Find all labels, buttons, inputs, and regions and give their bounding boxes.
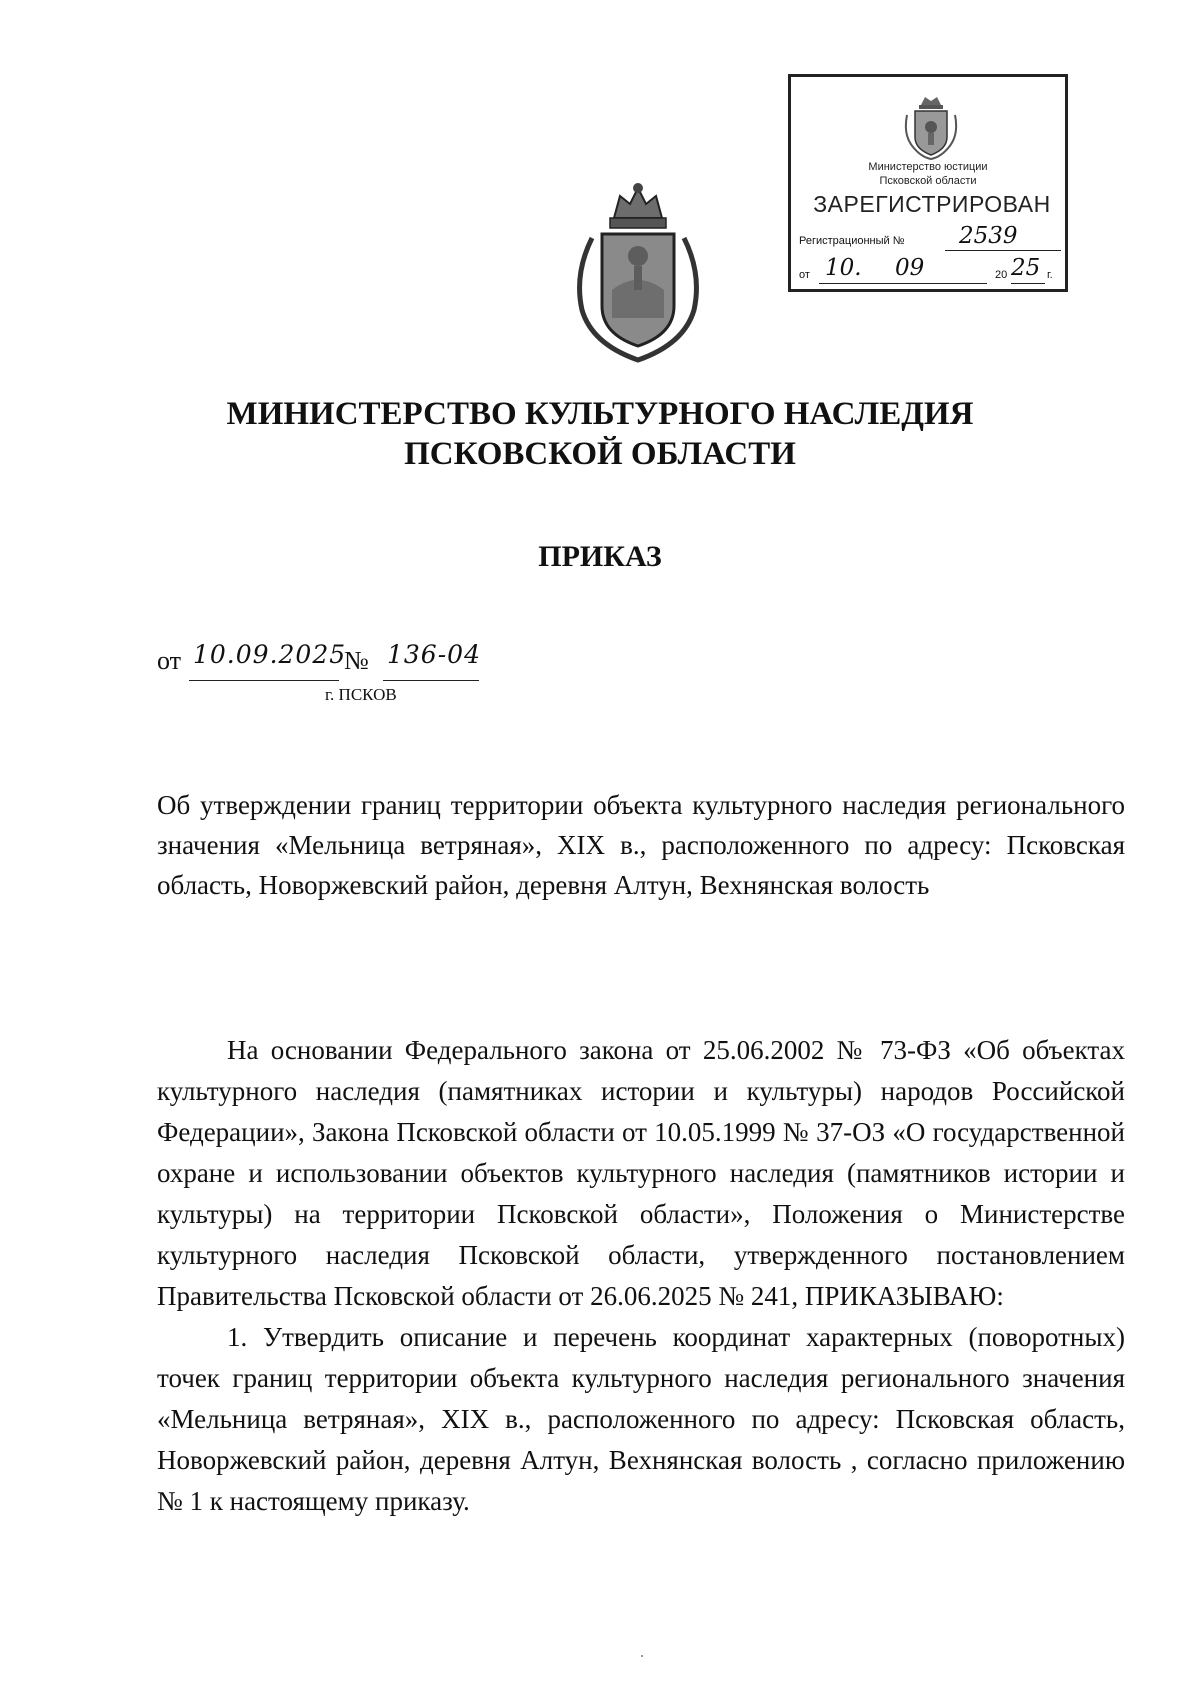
stamp-title: ЗАРЕГИСТРИРОВАН: [813, 191, 1051, 217]
stamp-year-prefix: 20: [995, 269, 1008, 281]
stamp-emblem-icon: [901, 91, 961, 161]
stamp-org-line2: Псковской области: [879, 175, 977, 187]
stamp-reg-number: 2539: [959, 223, 1018, 249]
stamp-date-day: 10.: [825, 255, 862, 281]
stamp-org-line1: Министерство юстиции: [868, 161, 988, 173]
stamp-date-prefix: от: [799, 269, 810, 281]
scan-artifact: [641, 1655, 643, 1657]
order-date-prefix: от: [157, 646, 182, 675]
body-paragraph-2: 1. Утвердить описание и перечень координат характерных (поворотных) точек границ территории объекта культурного наследия регионального значения «Мельница ветряная», XIX в., расположенного по адресу: Псковская область, Новоржевский район, деревня Алтун, Вехнянская волость , согласно приложению № 1 к настоящему приказу.: [157, 1322, 1125, 1516]
stamp-date-row: [799, 255, 1061, 285]
organization-name: [0, 394, 1200, 474]
order-number: 136-04: [387, 640, 481, 669]
document-type: ПРИКАЗ: [538, 540, 662, 573]
order-date: 10.09.2025: [193, 640, 347, 669]
body-paragraph-1: На основании Федерального закона от 25.06.2002 № 73-ФЗ «Об объектах культурного наследия (памятниках истории и культуры) народов Российской Федерации», Закона Псковской области от 10.05.1999 № 37-ОЗ «О государственной охране и использовании объектов культурного наследия (памятников истории и культуры) на территории Псковской области», Положения о Министерстве культурного наследия Псковской области, утвержденного постановлением Правительства Псковской области от 26.06.2025 № 241, ПРИКАЗЫВАЮ:: [157, 1035, 1125, 1311]
order-date-underline: [189, 680, 339, 681]
stamp-date-underline: [819, 283, 987, 284]
stamp-registration-row: [799, 223, 1061, 253]
stamp-year-underline: [1011, 283, 1045, 284]
organization-name-line2: ПСКОВСКОЙ ОБЛАСТИ: [404, 436, 796, 472]
order-number-prefix: №: [344, 646, 369, 675]
stamp-reg-label: Регистрационный №: [799, 235, 905, 247]
document-subject: Об утверждении границ территории объекта культурного наследия регионального значения «Мельница ветряная», XIX в., расположенного по адресу: Псковская область, Новоржевский район, деревня Алтун, Вехнянская волость: [157, 790, 1125, 900]
pskov-coat-of-arms-icon: [568, 178, 708, 363]
document-body: [157, 1030, 1125, 1522]
order-city: г. ПСКОВ: [325, 685, 397, 704]
stamp-date-month: 09: [895, 255, 925, 281]
organization-name-line1: МИНИСТЕРСТВО КУЛЬТУРНОГО НАСЛЕДИЯ: [226, 396, 974, 432]
order-number-underline: [383, 680, 479, 681]
registration-stamp: [788, 74, 1068, 292]
stamp-year-unit: г.: [1047, 269, 1053, 281]
order-date-number: [157, 640, 557, 686]
stamp-year-suffix: 25: [1011, 255, 1041, 281]
stamp-reg-underline: [945, 250, 1061, 251]
